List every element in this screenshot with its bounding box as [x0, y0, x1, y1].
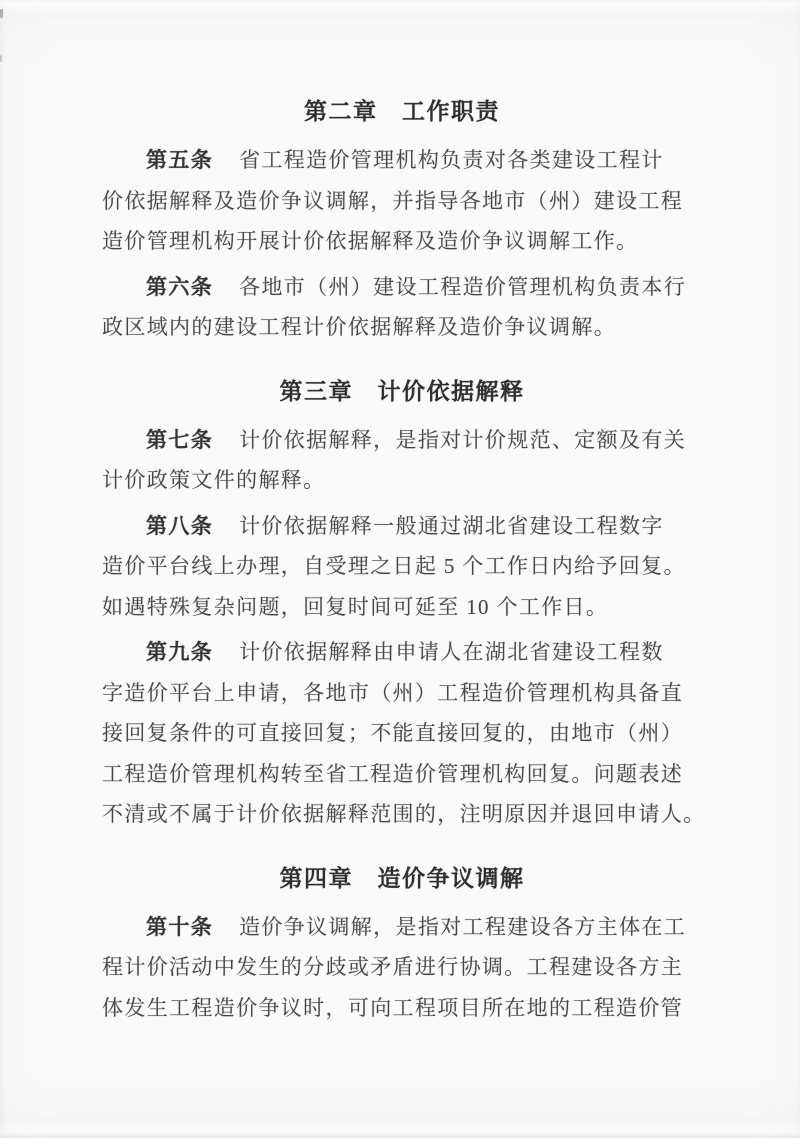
document-content	[102, 94, 706, 1033]
article-line-text: 计价依据解释，是指对计价规范、定额及有关	[239, 427, 687, 452]
article-number: 第十条	[146, 914, 214, 939]
article-paragraph	[102, 420, 702, 501]
article-line: 字造价平台上申请，各地市（州）工程造价管理机构具备直	[102, 680, 684, 705]
article-line	[102, 632, 702, 673]
article-line: 价依据解释及造价争议调解，并指导各地市（州）建设工程	[102, 188, 684, 213]
scan-artifact-speck	[0, 9, 3, 18]
article-line: 造价平台线上办理，自受理之日起 5 个工作日内给予回复。	[102, 554, 686, 578]
article-line: 如遇特殊复杂问题，回复时间可延至 10 个工作日。	[102, 594, 609, 619]
article-line: 计价政策文件的解释。	[102, 468, 326, 492]
article-line: 体发生工程造价争议时，可向工程项目所在地的工程造价管	[102, 995, 684, 1020]
article-line: 接回复条件的可直接回复；不能直接回复的，由地市（州）	[102, 721, 684, 745]
article-line-text: 计价依据解释由申请人在湖北省建设工程数	[239, 640, 664, 664]
article-number: 第六条	[146, 274, 214, 299]
article-line-text: 造价争议调解，是指对工程建设各方主体在工	[239, 914, 687, 939]
article-line-text: 计价依据解释一般通过湖北省建设工程数字	[239, 513, 664, 538]
article-line	[102, 907, 702, 948]
chapter-heading: 第三章 计价依据解释	[279, 377, 525, 404]
article-paragraph	[102, 506, 702, 628]
article-number: 第八条	[146, 513, 214, 538]
article-line-text: 各地市（州）建设工程造价管理机构负责本行	[239, 274, 687, 299]
article-line: 工程造价管理机构转至省工程造价管理机构回复。问题表述	[102, 761, 684, 786]
article-line: 程计价活动中发生的分歧或矛盾进行协调。工程建设各方主	[102, 955, 684, 979]
article-line: 政区域内的建设工程计价依据解释及造价争议调解。	[102, 315, 617, 339]
article-line: 造价管理机构开展计价依据解释及造价争议调解工作。	[102, 229, 639, 253]
article-number: 第五条	[146, 148, 214, 172]
article-line: 不清或不属于计价依据解释范围的，注明原因并退回申请人。	[102, 802, 706, 826]
chapter-heading: 第四章 造价争议调解	[279, 864, 525, 891]
article-line	[102, 420, 702, 461]
article-number: 第七条	[146, 427, 214, 452]
article-line	[102, 267, 702, 308]
article-line	[102, 140, 702, 181]
article-paragraph	[102, 632, 706, 835]
scan-artifact-speck	[0, 55, 2, 62]
chapter-heading: 第二章 工作职责	[304, 98, 500, 124]
article-paragraph	[102, 907, 702, 1029]
article-paragraph	[102, 267, 702, 348]
article-number: 第九条	[146, 640, 214, 664]
article-line-text: 省工程造价管理机构负责对各类建设工程计	[239, 148, 664, 172]
article-paragraph	[102, 140, 702, 262]
article-line	[102, 506, 702, 547]
